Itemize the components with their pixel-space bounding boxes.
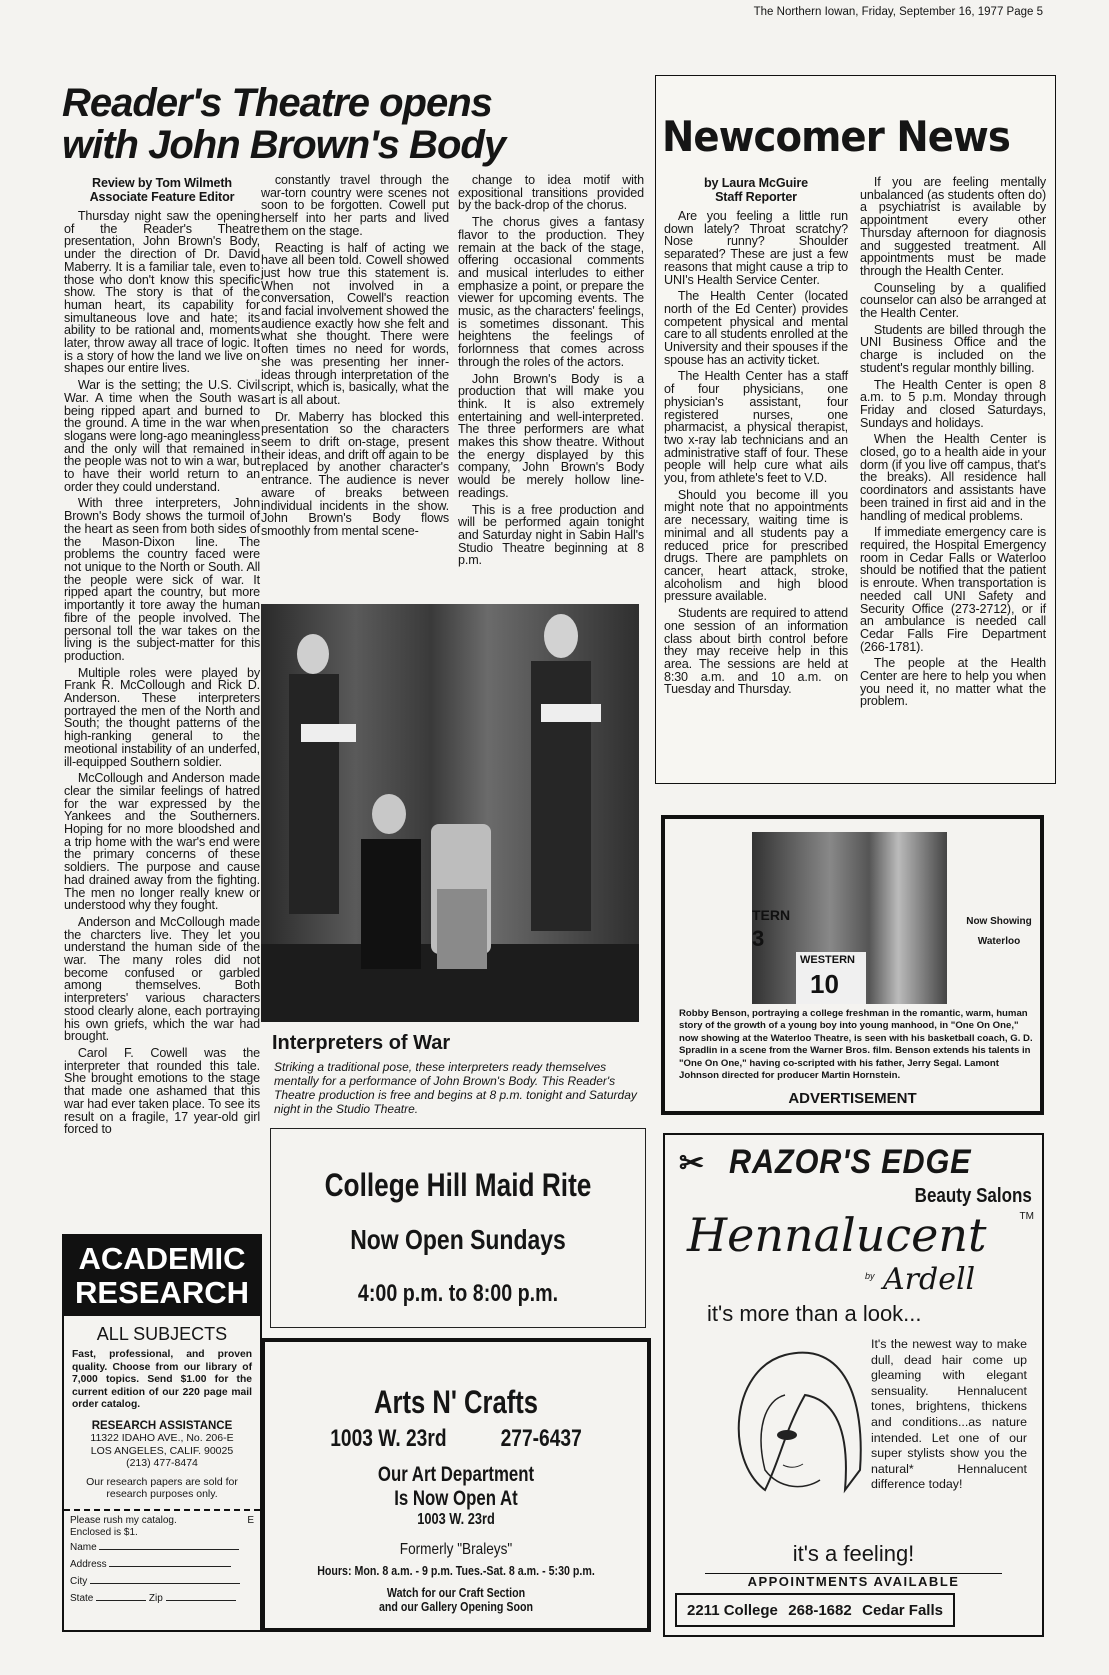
article-headline: [62, 82, 505, 166]
coupon-code: E: [247, 1514, 254, 1526]
paragraph: This is a free production and will be performed again tonight and Saturday night in Sabin Hall's Studio Theatre beginning at 8 p.m.: [458, 502, 644, 568]
trademark: TM: [1019, 1211, 1034, 1222]
academic-title: [64, 1236, 260, 1316]
hennalucent-logo: Hennalucent: [687, 1208, 987, 1262]
academic-research-ad: [62, 1234, 262, 1632]
maid-rite-ad: [270, 1128, 646, 1328]
jersey-text: WESTERN: [800, 954, 855, 966]
field-label: Zip: [148, 1592, 163, 1604]
crafts-formerly: Formerly "Braleys": [399, 1541, 513, 1558]
jersey-number: 10: [810, 969, 839, 999]
salon-description: It's the newest way to make dull, dead hair come up gleaming with elegant sensuality. Hennalucent tones, brightens, thickens and conditions...as nature intended. Let one of our super stylists show you the natural* Hennalucent difference today!: [871, 1337, 1027, 1492]
paragraph: The Health Center has a staff of four physicians, one physician's assistant, four registered nurses, one pharmacist, a physical therapist, two x-ray lab technicians and an administrative staff of four. These people will help cure what ails you, from athlete's feet to V.D.: [664, 369, 848, 486]
crafts-phone: 277-6437: [500, 1425, 582, 1452]
coupon-text: Enclosed is $1.: [70, 1526, 138, 1538]
maid-rite-title: College Hill Maid Rite: [324, 1167, 592, 1203]
ardell-logo: Ardell: [883, 1262, 976, 1297]
paragraph: The people at the Health Center are here to help you when you need it, no matter what the problem.: [860, 656, 1046, 709]
academic-subjects: ALL SUBJECTS: [96, 1324, 228, 1344]
masthead: The Northern Iowan, Friday, September 16, 1977 Page 5: [753, 6, 1043, 18]
jersey-number: 3: [752, 926, 765, 951]
scissors-logo-icon: ✂: [679, 1146, 705, 1181]
paragraph: Multiple roles were played by Frank R. McCollough and Rick D. Anderson. These interpreters portrayed the men of the North and South; the thought patterns of the high-ranking general to the meotional instability of an underfed, ill-equipped Southern soldier.: [64, 665, 260, 769]
address-line: LOS ANGELES, CALIF. 90025: [90, 1444, 234, 1457]
crafts-address: 1003 W. 23rd: [330, 1425, 447, 1452]
salon-name: RAZOR'S EDGE: [729, 1143, 972, 1181]
paragraph: Dr. Maberry has blocked this presentation so the characters seem to drift on-stage, present their ideas, and drift off again to be replaced by another character's entrance. The audience is never aware of breaks between individual incidents in the show. John Brown's Body flows smoothly from mental scene-: [261, 409, 450, 538]
paragraph: constantly travel through the war-torn country were scenes not soon to be forgotten. Cowell put herself into her parts and lived them on the stage.: [261, 173, 449, 238]
crafts-watch: [299, 1586, 612, 1614]
address-line: 11322 IDAHO AVE., No. 206-E: [90, 1432, 234, 1444]
headline-line: with John Brown's Body: [62, 123, 506, 167]
paragraph: The Health Center (located north of the Ed Center) provides competent physical and mental care to all students enrolled at the University and their spouses if the spouse has an activity ticket.: [664, 289, 848, 367]
academic-body: Fast, professional, and proven quality. Choose from our library of 7,000 topics. Send $1.00 for the current edition of our 220 page mail order catalog.: [72, 1349, 252, 1410]
address-field[interactable]: [70, 1556, 254, 1573]
salon-subtitle: Beauty Salons: [914, 1185, 1032, 1207]
advertisement-label: ADVERTISEMENT: [788, 1090, 917, 1107]
crafts-title: Arts N' Crafts: [374, 1384, 538, 1420]
salon-city: Cedar Falls: [862, 1601, 943, 1619]
paragraph: Counseling by a qualified counselor can also be arranged at the Health Center.: [860, 280, 1046, 321]
paragraph: Are you feeling a little run down lately? Throat scratchy? Nose runny? Shoulder separated? These are just a few reasons that might cause a trip to UNI's Health Service Center.: [664, 209, 848, 287]
paragraph: Carol F. Cowell was the interpreter that rounded this tale. She brought emotions to the stage that made one ashamed that this war had ever taken place. To see its result on a fragile, 17 year-old girl forced to: [64, 1046, 260, 1137]
newcomer-title: Newcomer News: [662, 112, 1010, 161]
crafts-line: and our Gallery Opening Soon: [378, 1599, 533, 1614]
paragraph: The chorus gives a fantasy flavor to the production. They remain at the back of the stage, offering occasional comments and musical interludes to either emphasize a point, or prepare the viewer for upcoming events. The music, as the characters' feelings, is sometimes dissonant. This heightens the feelings of forlornness that comes across through the roles of the actors.: [458, 215, 644, 369]
location: Waterloo: [977, 936, 1021, 947]
field-label: State: [70, 1592, 94, 1604]
arts-crafts-ad: [261, 1338, 651, 1632]
now-showing: Now Showing: [966, 916, 1032, 927]
paragraph: The Health Center is open 8 a.m. to 5 p.m. Monday through Friday and closed Saturdays, Sundays and holidays.: [860, 377, 1046, 430]
title-line: RESEARCH: [75, 1275, 249, 1310]
byline-author: Review by Tom Wilmeth: [92, 176, 232, 190]
city-field[interactable]: [70, 1573, 254, 1590]
feeling-slogan: it's a feeling!: [792, 1541, 915, 1566]
article-column-1: [64, 176, 260, 1140]
order-coupon: [64, 1509, 260, 1611]
name-field[interactable]: [70, 1539, 254, 1556]
byline-author: by Laura McGuire: [704, 176, 808, 190]
paragraph: Students are required to attend one session of an information class about birth control before they may receive help in this area. The sessions are held at 8:30 a.m. and 10 a.m. on Tuesday and Thursday.: [664, 606, 848, 697]
photo-caption: Striking a traditional pose, these interpreters ready themselves mentally for a performance of John Brown's Body. This Reader's Theatre production is free and begins at 8 p.m. tonight and Saturday night in the Studio Theatre.: [274, 1060, 637, 1116]
theatre-photo: [261, 604, 639, 1022]
paragraph: If immediate emergency care is required, the Hospital Emergency room in Cedar Falls or Waterloo should be notified that the patient is enroute. When transportation is needed call UNI Safety and Security Office (273-2712), or if an ambulance is needed call Cedar Falls Fire Department (266-1781).: [860, 525, 1046, 654]
byline: [664, 176, 848, 204]
paragraph: If you are feeling mentally unbalanced (as students often do) a psychiatrist is available by appointment every other Thursday afternoon for diagnosis and suggested treatment. All appointments must be made through the Health Center.: [860, 175, 1046, 278]
salon-address: 2211 College: [687, 1601, 778, 1619]
crafts-line: Is Now Open At: [394, 1487, 518, 1510]
razors-edge-ad: [663, 1133, 1044, 1637]
byline: [64, 176, 260, 204]
paragraph: John Brown's Body is a production that will make you think. It is also extremely entertaining and well-interpreted. The three performers are what makes this show theatre. Without the energy displayed by this company, John Brown's Body would be merely hollow line-readings.: [458, 371, 644, 500]
field-label: City: [70, 1575, 88, 1587]
paragraph: Students are billed through the UNI Business Office and the charge is included on the student's regular monthly billing.: [860, 322, 1046, 375]
maid-rite-hours: 4:00 p.m. to 8:00 p.m.: [357, 1280, 559, 1307]
appointments-label: APPOINTMENTS AVAILABLE: [705, 1573, 1002, 1590]
field-label: Name: [70, 1541, 97, 1553]
academic-address: [64, 1420, 260, 1470]
paragraph: Anderson and McCollough made the charcters live. They let you understand the human side of the war. The many roles did not become confused or garbled among themselves. Both interpreters' various characters stood clearly alone, each portraying his own griefs, which the war had brought.: [64, 914, 260, 1044]
jersey-text: TERN: [752, 907, 791, 923]
photo-title: Interpreters of War: [272, 1032, 451, 1054]
crafts-announcement: [303, 1463, 609, 1511]
paragraph: Reacting is half of acting we have all been told. Cowell showed just how true this statement is. When not involved in a conversation, Cowell's reaction and facial involvement showed the audience exactly how she felt and what she thought. There were often times no need for words, she was presenting her inner-ideas through interpretation of the script, which is, basically, what the art is all about.: [261, 240, 449, 407]
crafts-address: 1003 W. 23rd: [417, 1511, 495, 1528]
paragraph: Thursday night saw the opening of the Reader's Theatre presentation, John Brown's Body, under the direction of Dr. David Maberry. It is a familiar tale, even to those who don't know this specific show. The story is that of the human heart, its capability for simultaneous love and hate; its ability to be rational and, moments later, throw away all trace of logic. It is a story of how the land we live on shapes our entire lives.: [64, 209, 260, 376]
crafts-line: Watch for our Craft Section: [386, 1585, 526, 1600]
tagline: it's more than a look...: [707, 1301, 922, 1326]
maid-rite-subtitle: Now Open Sundays: [350, 1224, 566, 1255]
byline-title: Staff Reporter: [715, 190, 797, 204]
article-column-2: [261, 174, 449, 542]
coupon-text: Please rush my catalog.: [70, 1514, 177, 1526]
state-zip-field[interactable]: [70, 1590, 254, 1607]
newcomer-news-box: [655, 75, 1056, 784]
paragraph: War is the setting; the U.S. Civil War. A time when the South was being ripped apart and burned to the ground. A time in the war when slogans were long-ago meaningless and the only will that remained in the people was not to win a war, but to have their world return to an order they could understand.: [64, 378, 260, 494]
crafts-contact: [303, 1425, 609, 1453]
showing-info: [964, 912, 1034, 952]
headline-line: Reader's Theatre opens: [62, 81, 492, 125]
paragraph: McCollough and Anderson made clear the similar feelings of hatred for the war expressed by the Yankees and the Southerners. Hoping for no more bloodshed and a trip home with the war's end were the primary concerns of these soldiers. The purpose and cause had drained away from the fighting. The men no longer really knew or understood why they fought.: [64, 771, 260, 913]
paragraph: With three interpreters, John Brown's Body shows the turmoil of the heart as seen from both sides of the Mason-Dixon line. The problems the country faced were not unique to the North or South. All the people were sick of war. It ripped apart the country, but more importantly it tore away the human fibre of the people involved. The personal toll the war takes on the living is the subject-matter for this production.: [64, 496, 260, 663]
movie-advertisement: [661, 815, 1044, 1115]
performers-illustration: [261, 604, 639, 1022]
movie-still-photo: [752, 832, 947, 1004]
field-label: Address: [70, 1558, 107, 1570]
title-line: ACADEMIC: [78, 1241, 246, 1276]
academic-note: Our research papers are sold for research purposes only.: [86, 1475, 238, 1500]
salon-contact: [675, 1593, 955, 1627]
movie-caption: Robby Benson, portraying a college freshman in the romantic, warm, human story of the growth of a young boy into young manhood, in "One On One," now showing at the Waterloo Theatre, is seen with his basketball coach, G. D. Spradlin in a scene from the Warner Bros. film. Benson extends his talents in "One On One," having co-scripted with his father, Jerry Segal. Lamont Johnson directed for producer Martin Hornstein.: [679, 1008, 1033, 1082]
article-column-3: [458, 174, 644, 571]
woman-illustration: [725, 1340, 865, 1510]
paragraph: When the Health Center is closed, go to a health aide in your dorm (if you live off campus, that's the breaks). All residence hall coordinators and assistants have been trained in first aid and in the handling of medical problems.: [860, 432, 1046, 523]
paragraph: Should you become ill you might note that no appointments are necessary, waiting time is minimal and all students pay a reduced price for prescribed drugs. There are pamphlets on cancer, heart attack, stroke, alcoholism and high blood pressure available.: [664, 487, 848, 604]
crafts-line: Our Art Department: [377, 1463, 535, 1486]
crafts-hours: Hours: Mon. 8 a.m. - 9 p.m. Tues.-Sat. 8 a.m. - 5:30 p.m.: [317, 1563, 595, 1578]
byline-title: Associate Feature Editor: [89, 190, 235, 204]
by-text: by: [865, 1271, 875, 1281]
phone: (213) 477-8474: [126, 1457, 198, 1469]
salon-phone: 268-1682: [788, 1601, 852, 1619]
paragraph: change to idea motif with expositional transitions provided by the back-drop of the chorus.: [458, 173, 644, 213]
company: RESEARCH ASSISTANCE: [91, 1419, 233, 1432]
